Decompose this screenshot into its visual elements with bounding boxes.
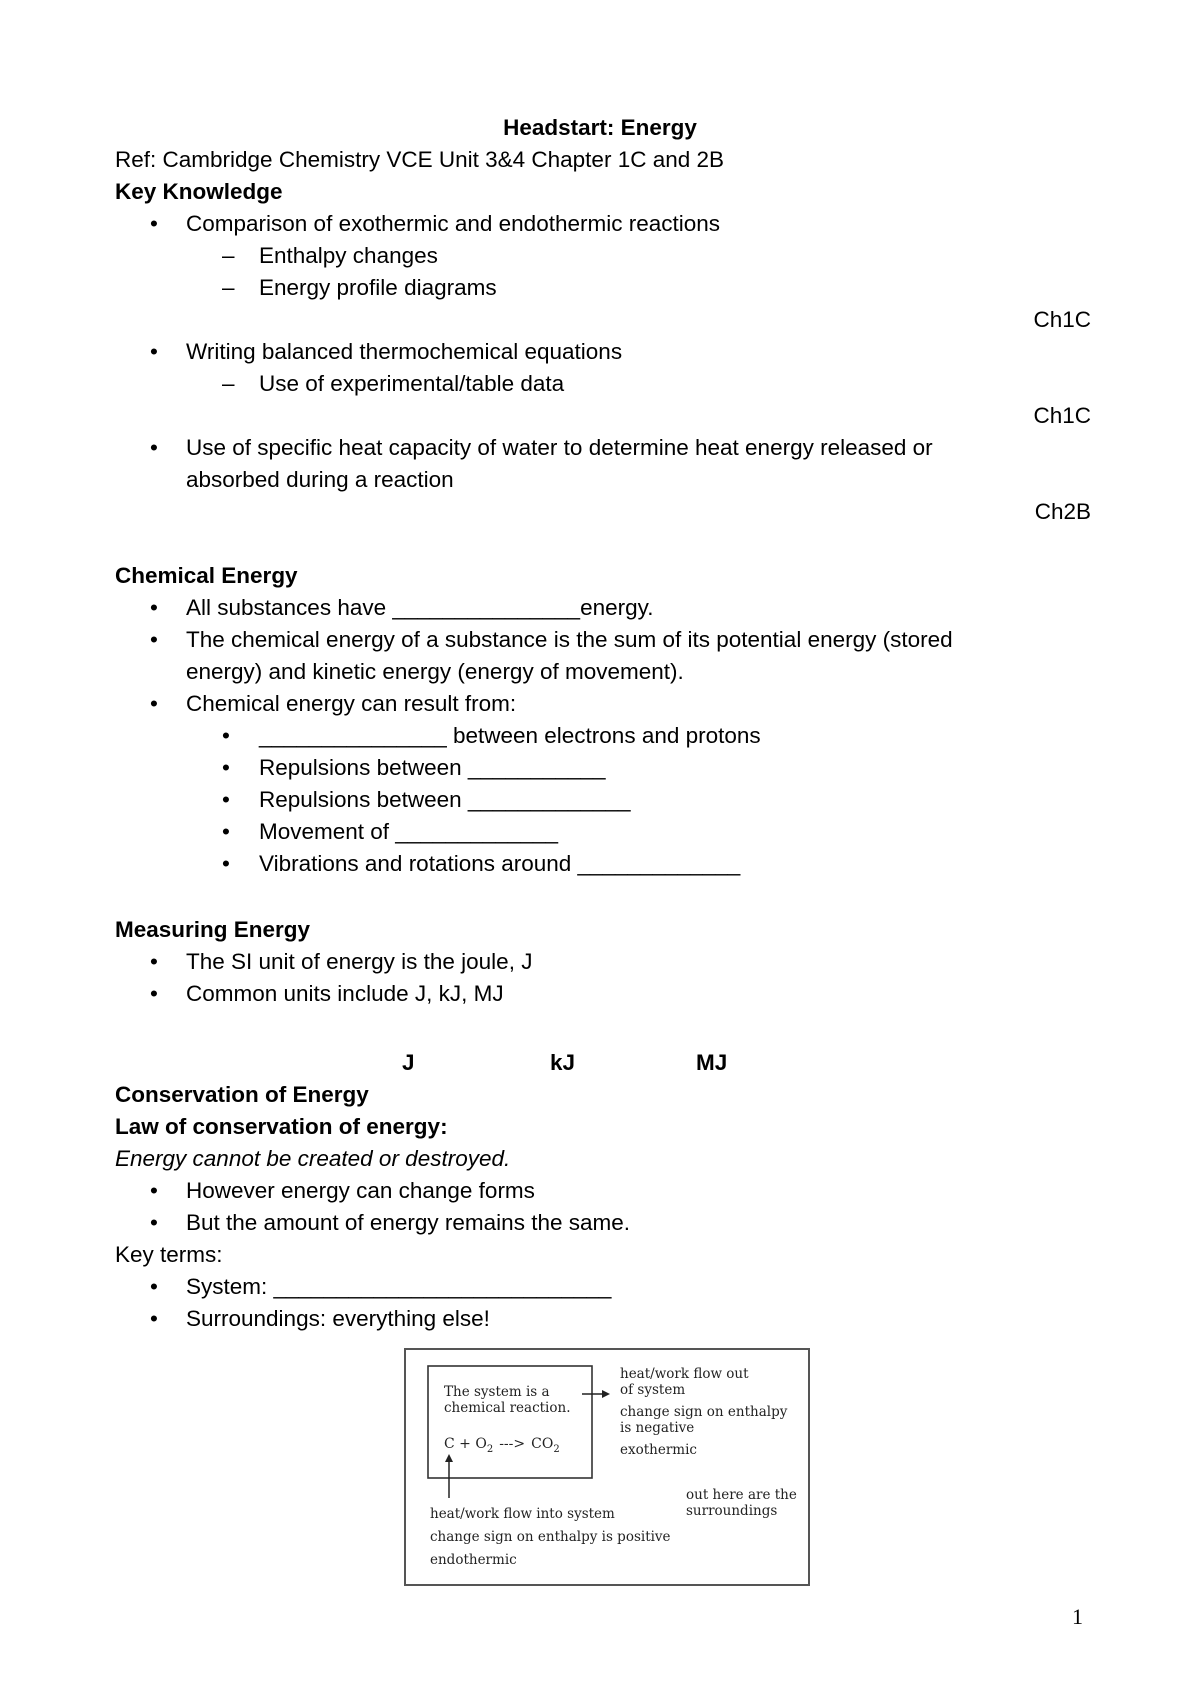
system-surroundings-diagram [404,1348,810,1586]
chapter-ref: Ch1C [1033,307,1091,332]
ce-bullet-sum: The chemical energy of a substance is the sum of its potential energy (stored [186,627,953,652]
ce-sub-attractions: _______________ between electrons and protons [259,723,761,748]
page-title: Headstart: Energy [503,115,697,140]
system-label-1: The system is a [444,1384,550,1400]
chapter-ref: Ch2B [1034,499,1091,524]
key-term-surroundings: Surroundings: everything else! [186,1306,490,1331]
bullet-marker: • [150,627,158,652]
kk-item-heat-capacity: Use of specific heat capacity of water to determine heat energy released or [186,435,933,460]
bullet-marker: • [222,851,230,876]
bullet-marker: • [222,723,230,748]
surroundings-label-2: surroundings [686,1503,778,1519]
ce-sub-repulsions-2: Repulsions between _____________ [259,787,631,812]
chemical-energy-heading: Chemical Energy [115,563,298,588]
bullet-marker: • [150,981,158,1006]
me-bullet-common-units: Common units include J, kJ, MJ [186,981,504,1006]
in-flow-label-3: endothermic [430,1552,517,1568]
kk-sub-enthalpy: Enthalpy changes [259,243,438,268]
dash-marker: – [222,275,235,300]
in-flow-label-1: heat/work flow into system [430,1506,615,1522]
ce-bullet-sum-cont: energy) and kinetic energy (energy of movement). [186,659,684,684]
page-number: 1 [1072,1604,1083,1629]
key-term-system: System: ___________________________ [186,1274,612,1299]
law-heading: Law of conservation of energy: [115,1114,448,1139]
bullet-marker: • [150,1274,158,1299]
ce-bullet-result: Chemical energy can result from: [186,691,517,716]
out-flow-label-3: change sign on enthalpy [620,1404,788,1420]
out-flow-label-4: is negative [620,1420,695,1436]
bullet-marker: • [222,787,230,812]
bullet-marker: • [150,691,158,716]
dash-marker: – [222,371,235,396]
ce-sub-movement: Movement of _____________ [259,819,558,844]
kk-sub-data: Use of experimental/table data [259,371,565,396]
equation: $C + O_2$ ---> $CO_2$ [444,1436,560,1455]
unit-j: J [402,1050,415,1075]
bullet-marker: • [150,1210,158,1235]
bullet-marker: • [150,949,158,974]
unit-mj: MJ [696,1050,728,1075]
ce-sub-vibrations: Vibrations and rotations around _____________ [259,851,741,876]
kk-item-exo-endo: Comparison of exothermic and endothermic reactions [186,211,721,236]
bullet-marker: • [150,435,158,460]
bullet-marker: • [150,339,158,364]
bullet-marker: • [222,819,230,844]
kk-item-heat-capacity-cont: absorbed during a reaction [186,467,454,492]
bullet-marker: • [150,1306,158,1331]
out-flow-label-2: of system [620,1382,686,1398]
system-label-2: chemical reaction. [444,1400,571,1416]
unit-kj: kJ [550,1050,576,1075]
key-knowledge-heading: Key Knowledge [115,179,283,204]
ce-law-bullet-forms: However energy can change forms [186,1178,535,1203]
in-flow-label-2: change sign on enthalpy is positive [430,1529,671,1545]
bullet-marker: • [150,1178,158,1203]
surroundings-label-1: out here are the [686,1487,797,1503]
key-terms-label: Key terms: [115,1242,223,1267]
bullet-marker: • [150,595,158,620]
ce-law-bullet-same: But the amount of energy remains the same. [186,1210,630,1235]
kk-sub-profile: Energy profile diagrams [259,275,497,300]
chapter-ref: Ch1C [1033,403,1091,428]
law-statement: Energy cannot be created or destroyed. [115,1146,511,1171]
bullet-marker: • [222,755,230,780]
unit-conversion-row [0,1047,1200,1079]
conservation-heading: Conservation of Energy [115,1082,369,1107]
bullet-marker: • [150,211,158,236]
out-flow-label-5: exothermic [620,1442,697,1458]
me-bullet-si-unit: The SI unit of energy is the joule, J [186,949,533,974]
measuring-energy-heading: Measuring Energy [115,917,311,942]
out-flow-label-1: heat/work flow out [620,1366,749,1382]
ce-bullet-all-substances: All substances have _______________energy. [186,595,654,620]
reference-line: Ref: Cambridge Chemistry VCE Unit 3&4 Chapter 1C and 2B [115,147,725,172]
ce-sub-repulsions-1: Repulsions between ___________ [259,755,606,780]
kk-item-thermochem: Writing balanced thermochemical equations [186,339,623,364]
dash-marker: – [222,243,235,268]
